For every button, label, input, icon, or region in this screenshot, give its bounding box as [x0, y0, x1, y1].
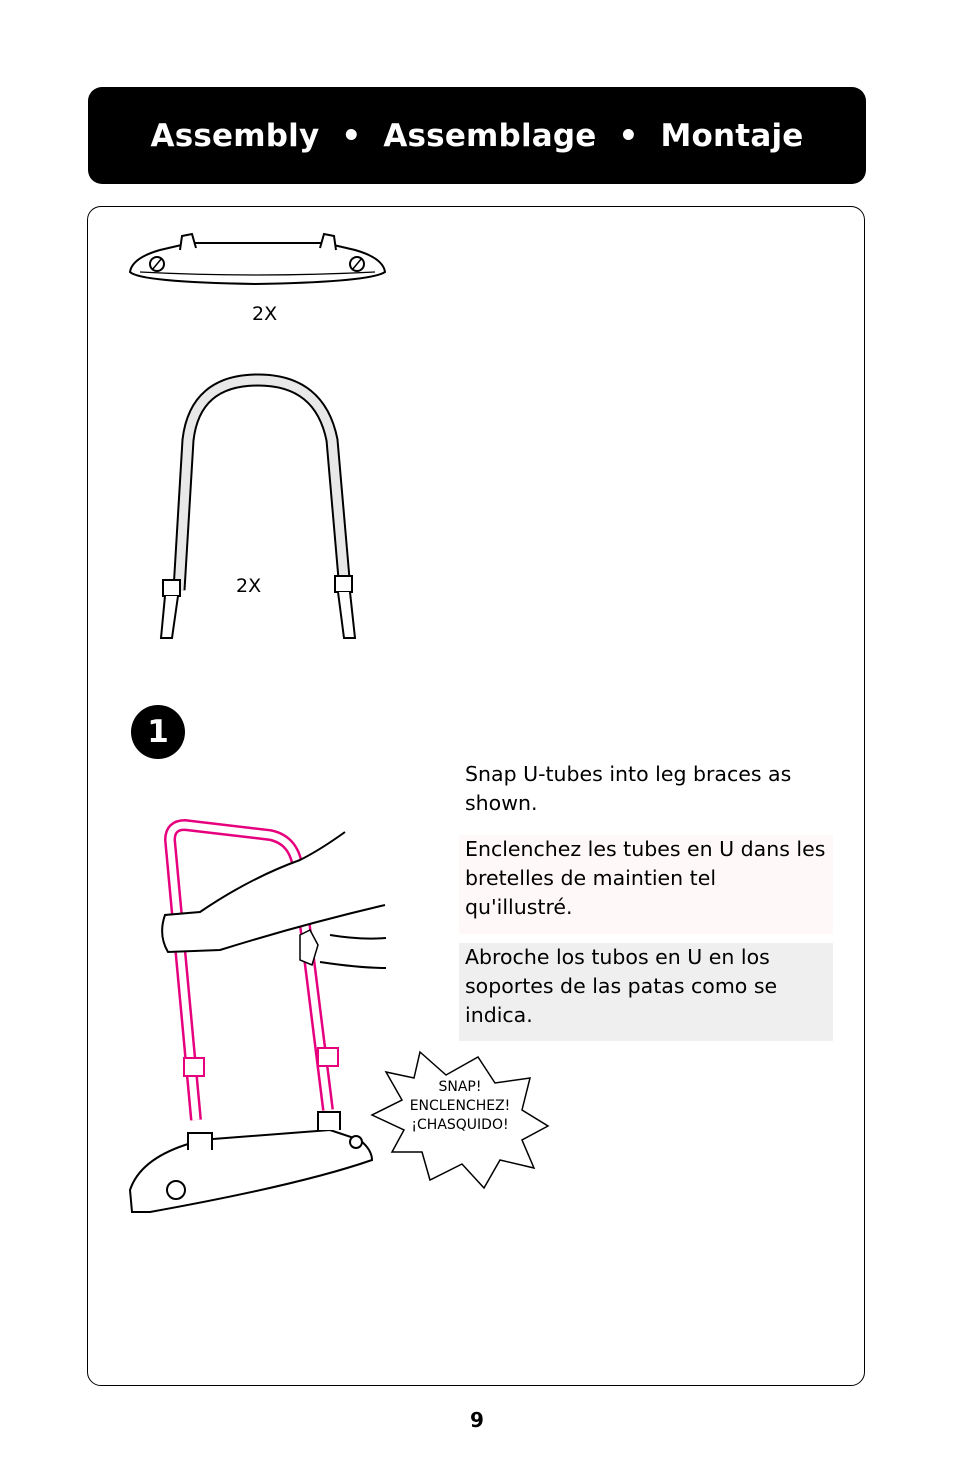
page-number: 9	[470, 1408, 484, 1432]
callout-line-es: ¡CHASQUIDO!	[411, 1117, 509, 1133]
instruction-spanish: Abroche los tubos en U en los soportes de las patas como se indica.	[459, 943, 833, 1041]
snap-callout	[392, 1078, 528, 1135]
leg-brace-quantity: 2X	[252, 303, 278, 325]
u-tube-illustration	[161, 380, 355, 638]
leg-brace-illustration	[130, 234, 385, 284]
instruction-french: Enclenchez les tubes en U dans les bretelles de maintien tel qu'illustré.	[459, 835, 833, 934]
callout-line-en: SNAP!	[438, 1079, 482, 1095]
instruction-english: Snap U-tubes into leg braces as shown.	[465, 762, 792, 815]
section-title: Assembly • Assemblage • Montaje	[150, 117, 804, 154]
step-number: 1	[147, 714, 169, 750]
u-tube-quantity: 2X	[236, 575, 262, 597]
step-number-badge	[131, 705, 185, 759]
callout-line-fr: ENCLENCHEZ!	[409, 1098, 511, 1114]
